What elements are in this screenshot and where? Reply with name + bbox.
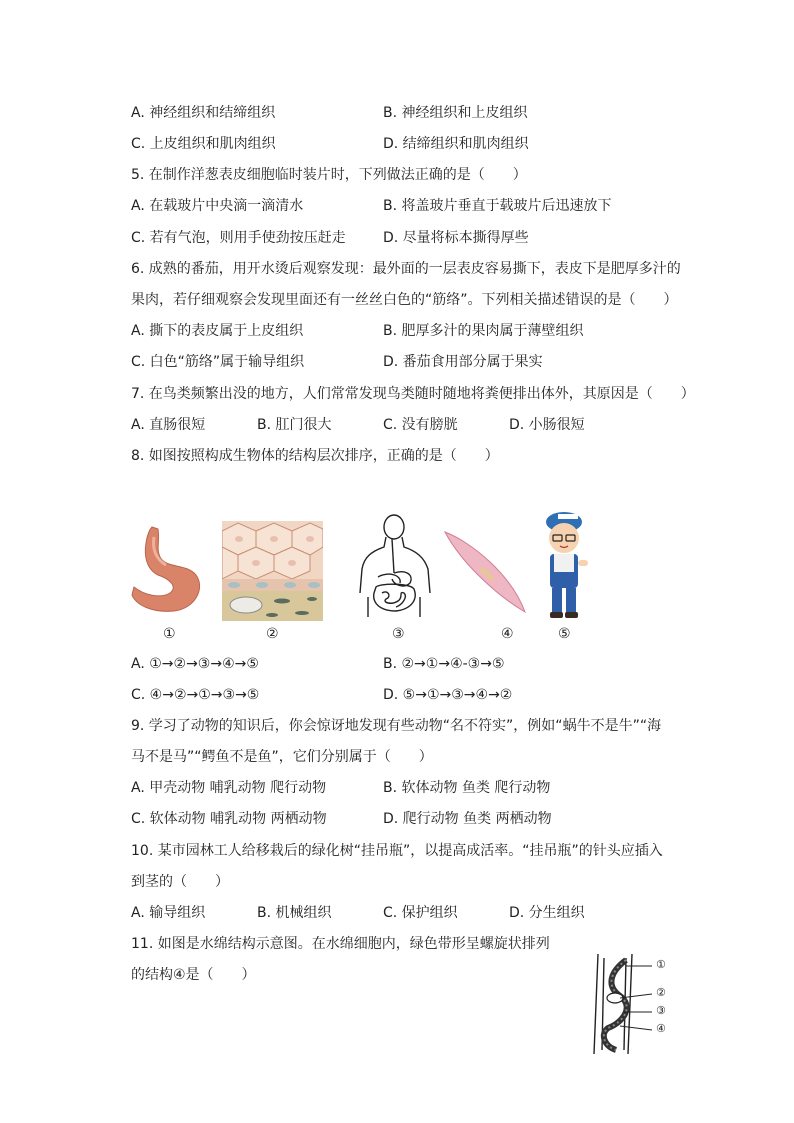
spirogyra-label-4: ④ [656,1022,666,1035]
figure-label-5: ⑤ [558,626,571,642]
q6-stem-line1: 6. 成熟的番茄，用开水烫后观察发现：最外面的一层表皮容易撕下，表皮下是肥厚多汁的 [131,261,681,277]
q9-option-d: D. 爬行动物 鱼类 两栖动物 [383,811,552,827]
q10-option-a: A. 输导组织 [131,905,206,921]
spirogyra-label-3: ③ [656,1004,666,1017]
q6-option-a: A. 撕下的表皮属于上皮组织 [131,323,304,339]
stomach-image [130,525,210,615]
q7-stem: 7. 在鸟类频繁出没的地方，人们常常发现鸟类随时随地将粪便排出体外，其原因是（ ） [131,386,695,402]
q11-stem-line2: 的结构④是（ ） [131,967,256,983]
q8-option-b: B. ②→①→④-③→⑤ [383,656,505,672]
epithelial-tissue-image [222,521,323,621]
q4-option-a: A. 神经组织和结缔组织 [131,105,276,121]
q4-option-c: C. 上皮组织和肌肉组织 [131,136,276,152]
q8-option-a: A. ①→②→③→④→⑤ [131,656,259,672]
q10-stem-line1: 10. 某市园林工人给移栽后的绿化树“挂吊瓶”，以提高成活率。“挂吊瓶”的针头应插入 [131,843,663,859]
q5-option-c: C. 若有气泡，则用手使劲按压赶走 [131,230,346,246]
q6-option-c: C. 白色“筋络”属于输导组织 [131,354,305,370]
q11-stem-line1: 11. 如图是水绵结构示意图。在水绵细胞内，绿色带形呈螺旋状排列 [131,936,550,952]
figure-label-3: ③ [392,626,405,642]
figure-label-4: ④ [501,626,514,642]
spirogyra-diagram [590,950,690,1058]
q6-option-b: B. 肥厚多汁的果肉属于薄壁组织 [383,323,584,339]
q6-stem-line2: 果肉，若仔细观察会发现里面还有一丝丝白色的“筋络”。下列相关描述错误的是（ ） [131,292,678,308]
q7-option-d: D. 小肠很短 [509,417,585,433]
q10-stem-line2: 到茎的（ ） [131,874,229,890]
person-image [538,508,593,620]
q5-option-a: A. 在载玻片中央滴一滴清水 [131,198,304,214]
q8-option-c: C. ④→②→①→③→⑤ [131,687,260,703]
q9-option-a: A. 甲壳动物 哺乳动物 爬行动物 [131,780,327,796]
q10-option-c: C. 保护组织 [383,905,458,921]
q7-option-b: B. 肛门很大 [257,417,332,433]
q9-stem-line1: 9. 学习了动物的知识后，你会惊讶地发现有些动物“名不符实”，例如“蜗牛不是牛”“海 [131,718,662,734]
q7-option-a: A. 直肠很短 [131,417,206,433]
q5-option-d: D. 尽量将标本撕得厚些 [383,230,529,246]
q9-stem-line2: 马不是马”“鳄鱼不是鱼”，它们分别属于（ ） [131,749,433,765]
q5-option-b: B. 将盖玻片垂直于载玻片后迅速放下 [383,198,612,214]
q9-option-c: C. 软体动物 哺乳动物 两栖动物 [131,811,327,827]
q10-option-d: D. 分生组织 [509,905,585,921]
q10-option-b: B. 机械组织 [257,905,332,921]
spirogyra-label-2: ② [656,986,666,999]
figure-label-2: ② [266,626,279,642]
q8-stem: 8. 如图按照构成生物体的结构层次排序，正确的是（ ） [131,448,499,464]
q8-option-d: D. ⑤→①→③→④→② [383,687,513,703]
q9-option-b: B. 软体动物 鱼类 爬行动物 [383,780,551,796]
spirogyra-label-1: ① [656,958,666,971]
q5-stem: 5. 在制作洋葱表皮细胞临时装片时，下列做法正确的是（ ） [131,167,527,183]
q4-option-b: B. 神经组织和上皮组织 [383,105,528,121]
q6-option-d: D. 番茄食用部分属于果实 [383,354,543,370]
muscle-cell-image [441,528,529,616]
q4-option-d: D. 结缔组织和肌肉组织 [383,136,529,152]
q7-option-c: C. 没有膀胱 [383,417,458,433]
figure-label-1: ① [163,626,176,642]
digestive-system-image [358,513,434,623]
